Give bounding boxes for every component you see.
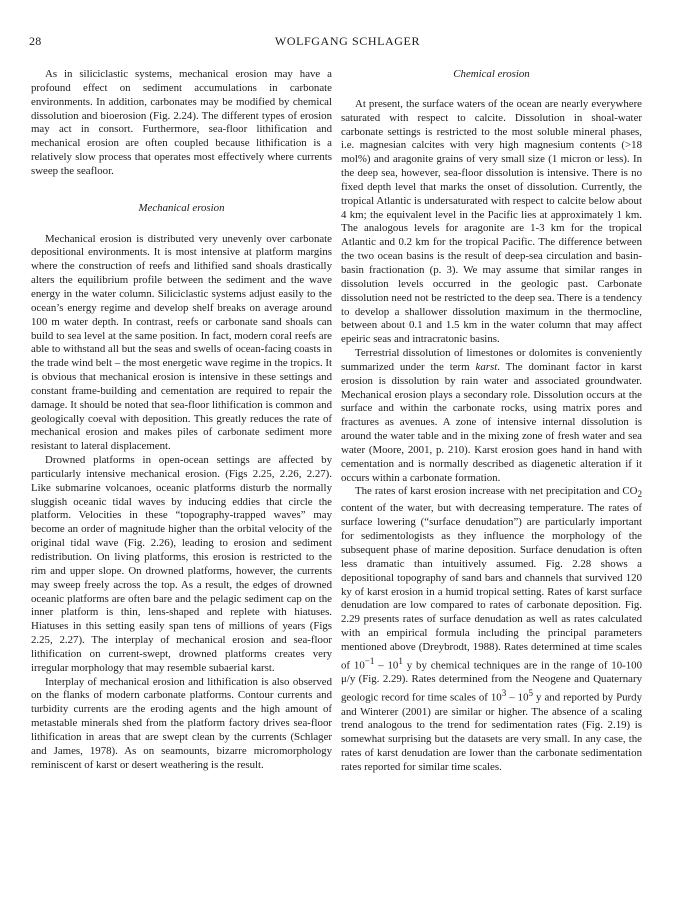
- section-heading-mechanical-erosion: Mechanical erosion: [138, 201, 225, 214]
- text-run: y and reported by Purdy and Winterer (2001) are similar or higher. The absence of a scaling trend analogous to the trend for sedimentation rates (Fig. 2.19) is somewhat surprising but the datasets are very small. In any case, the rates of karst denudation are lower than the carbonate sedimentation rates reported for similar time scales.: [341, 691, 643, 773]
- superscript: −1: [364, 655, 375, 666]
- superscript: 3: [501, 688, 507, 699]
- term-karst: karst: [475, 360, 498, 373]
- text-run: Terrestrial dissolution of limestones or dolomites is conveniently summarized under the term: [341, 347, 642, 373]
- intro-paragraph: As in siliciclastic systems, mechanical erosion may have a profound effect on sediment accumulations in carbonate environments. In addition, carbonates may be modified by chemical dissolution and bioerosion (Fig. 2.24). The different types of erosion may act in consort. Furthermore, sea-floor lithification and mechanical erosion are often coupled because lithification is a relatively slow process that operates most effectively where currents sweep the seafloor.: [31, 68, 332, 177]
- text-run: – 10: [506, 691, 529, 704]
- left-column: [31, 68, 332, 773]
- text-run: The rates of karst erosion increase with net precipitation and CO: [355, 485, 638, 498]
- body-paragraph: [341, 485, 642, 774]
- running-head: WOLFGANG SCHLAGER: [274, 34, 421, 48]
- text-run: – 10: [374, 659, 399, 672]
- right-column: [341, 68, 642, 775]
- body-paragraph: Interplay of mechanical erosion and lithification is also observed on the flanks of modern carbonate platforms. Contour currents and turbidity currents are the eroding agents and the high amount of metastable minerals shed from the platform factory drives sea-floor lithification in areas that are swept clean by the currents (Schlager and James, 1978). As on seamounts, bizarre micromorphology reminiscent of karst or desert weathering is the result.: [31, 675, 332, 771]
- body-paragraph: Mechanical erosion is distributed very unevenly over carbonate depositional environments. It is most intensive at platform margins where the construction of reefs and lithified sand shoals drastically alters the equilibrium profile between the sediment and the wave energy in the water column. Siliciclastic systems adjust easily to the ocean’s energy regime and develop shelf breaks on average around 100 m water depth. In contrast, reefs or carbonate sand shoals can build to sea level at the same position. In fact, modern coral reefs are able to withstand all but the seas and swells of ocean-facing coasts in the trade wind belt – the most energetic wave regime in the tropics. It is obvious that mechanical erosion is intensive in these settings and constant frame-building and cementation are required to repair the damage. It should be noted that sea-floor lithification is common and geologically coeval with deposition. This greatly reduces the rate of mechanical erosion and makes piles of carbonate sediment more resistant to lateral displacement.: [31, 232, 332, 453]
- subscript: 2: [637, 489, 642, 500]
- section-heading-chemical-erosion: Chemical erosion: [453, 68, 530, 80]
- superscript: 5: [528, 688, 534, 699]
- text-run: content of the water, but with decreasing temperature. The rates of surface lowering (“surface denudation”) are particularly important for sedimentologists as they influence the morphology of the subsequent phase of marine deposition. Surface denudation is often less dramatic than intuitively assumed. Fig. 2.28 shows a depositional topography of sand bars and channels that survived 120 ky of karst erosion in a humid tropical setting. Rates of karst surface denudation are low compared to rates of carbonate deposition. Fig. 2.29 presents rates of surface denudation as well as rates calculated with an empirical formula including the principal parameters mentioned above (Dreybrodt, 1988). Rates determined at time scales of 10: [341, 502, 642, 672]
- page-header: [29, 34, 666, 50]
- page-number: 28: [29, 34, 42, 48]
- body-paragraph: Drowned platforms in open-ocean settings are affected by particularly intensive mechanical erosion. (Figs 2.25, 2.26, 2.27). Like submarine volcanoes, oceanic platforms disturb the normally sluggish oceanic tidal waves by inducing eddies that circle the platform. Velocities in these “topography-trapped waves” may become an order of magnitude higher than the orbital velocity of the original tidal wave (Fig. 2.26), leading to erosion and sediment redistribution. On living platforms, this erosion is restricted to the rim and upper slope. On drowned platforms, however, the currents may sweep freely across the top. As a result, the edges of drowned oceanic platforms are often bare and the pelagic sediment cap on the inner platform is thin, lens-shaped and replete with hiatuses. Hiatuses in this setting easily span tens of millions of years (Figs 2.25, 2.27). The interplay of mechanical erosion and sea-floor lithification on current-swept, drowned platforms creates very irregular morphology that may resemble subaerial karst.: [31, 454, 332, 674]
- body-paragraph: At present, the surface waters of the ocean are nearly everywhere saturated with respect to calcite. Dissolution in shoal-water carbonate settings is restricted to the most soluble mineral phases, i.e. magnesian calcites with very high magnesium contents (>18 mol%) and aragonite grains of very small size (1 micron or less). In the deep sea, however, sea-floor dissolution is intensive. There is no fixed depth level that marks the onset of dissolution. Currently, the tropical Atlantic is undersaturated with respect to calcite below about 4 km; the equivalent level in the Pacific lies at approximately 1 km. The analogous levels for aragonite are 1-3 km for the tropical Atlantic and 0.2 km for the tropical Pacific. The difference between the two ocean basins is the result of deep-sea circulation and basin-basin fractionation (p. 3). We may assume that similar ranges in dissolution levels occurred in the geologic past. Carbonate dissolution need not be restricted to the deep sea. There is a tendency to develop a shallower dissolution maximum in the thermocline, between about 0.1 and 1.5 km in the water column that may affect epeiric seas and intracratonic basins.: [341, 97, 642, 346]
- text-run: y by chemical techniques are in the range of 10-100 μ/y (Fig. 2.29). Rates determined from the Neogene and Quaternary geologic record for time scales of 10: [341, 659, 643, 704]
- body-paragraph: [341, 347, 642, 485]
- text-run: . The dominant factor in karst erosion is dissolution by rain water and associated groundwater. Mechanical erosion plays a secondary role. Dissolution occurs at the surface and within the carbonate rocks, using matrix pores and fractures as avenues. A zone of intensive internal dissolution is around the water table and in the mixing zone of fresh water and sea water (Moore, 2001, p. 210). Karst erosion goes hand in hand with cementation and is normally described as diagenetic alteration if it occurs within a carbonate formation.: [341, 360, 642, 484]
- superscript: 1: [398, 655, 403, 666]
